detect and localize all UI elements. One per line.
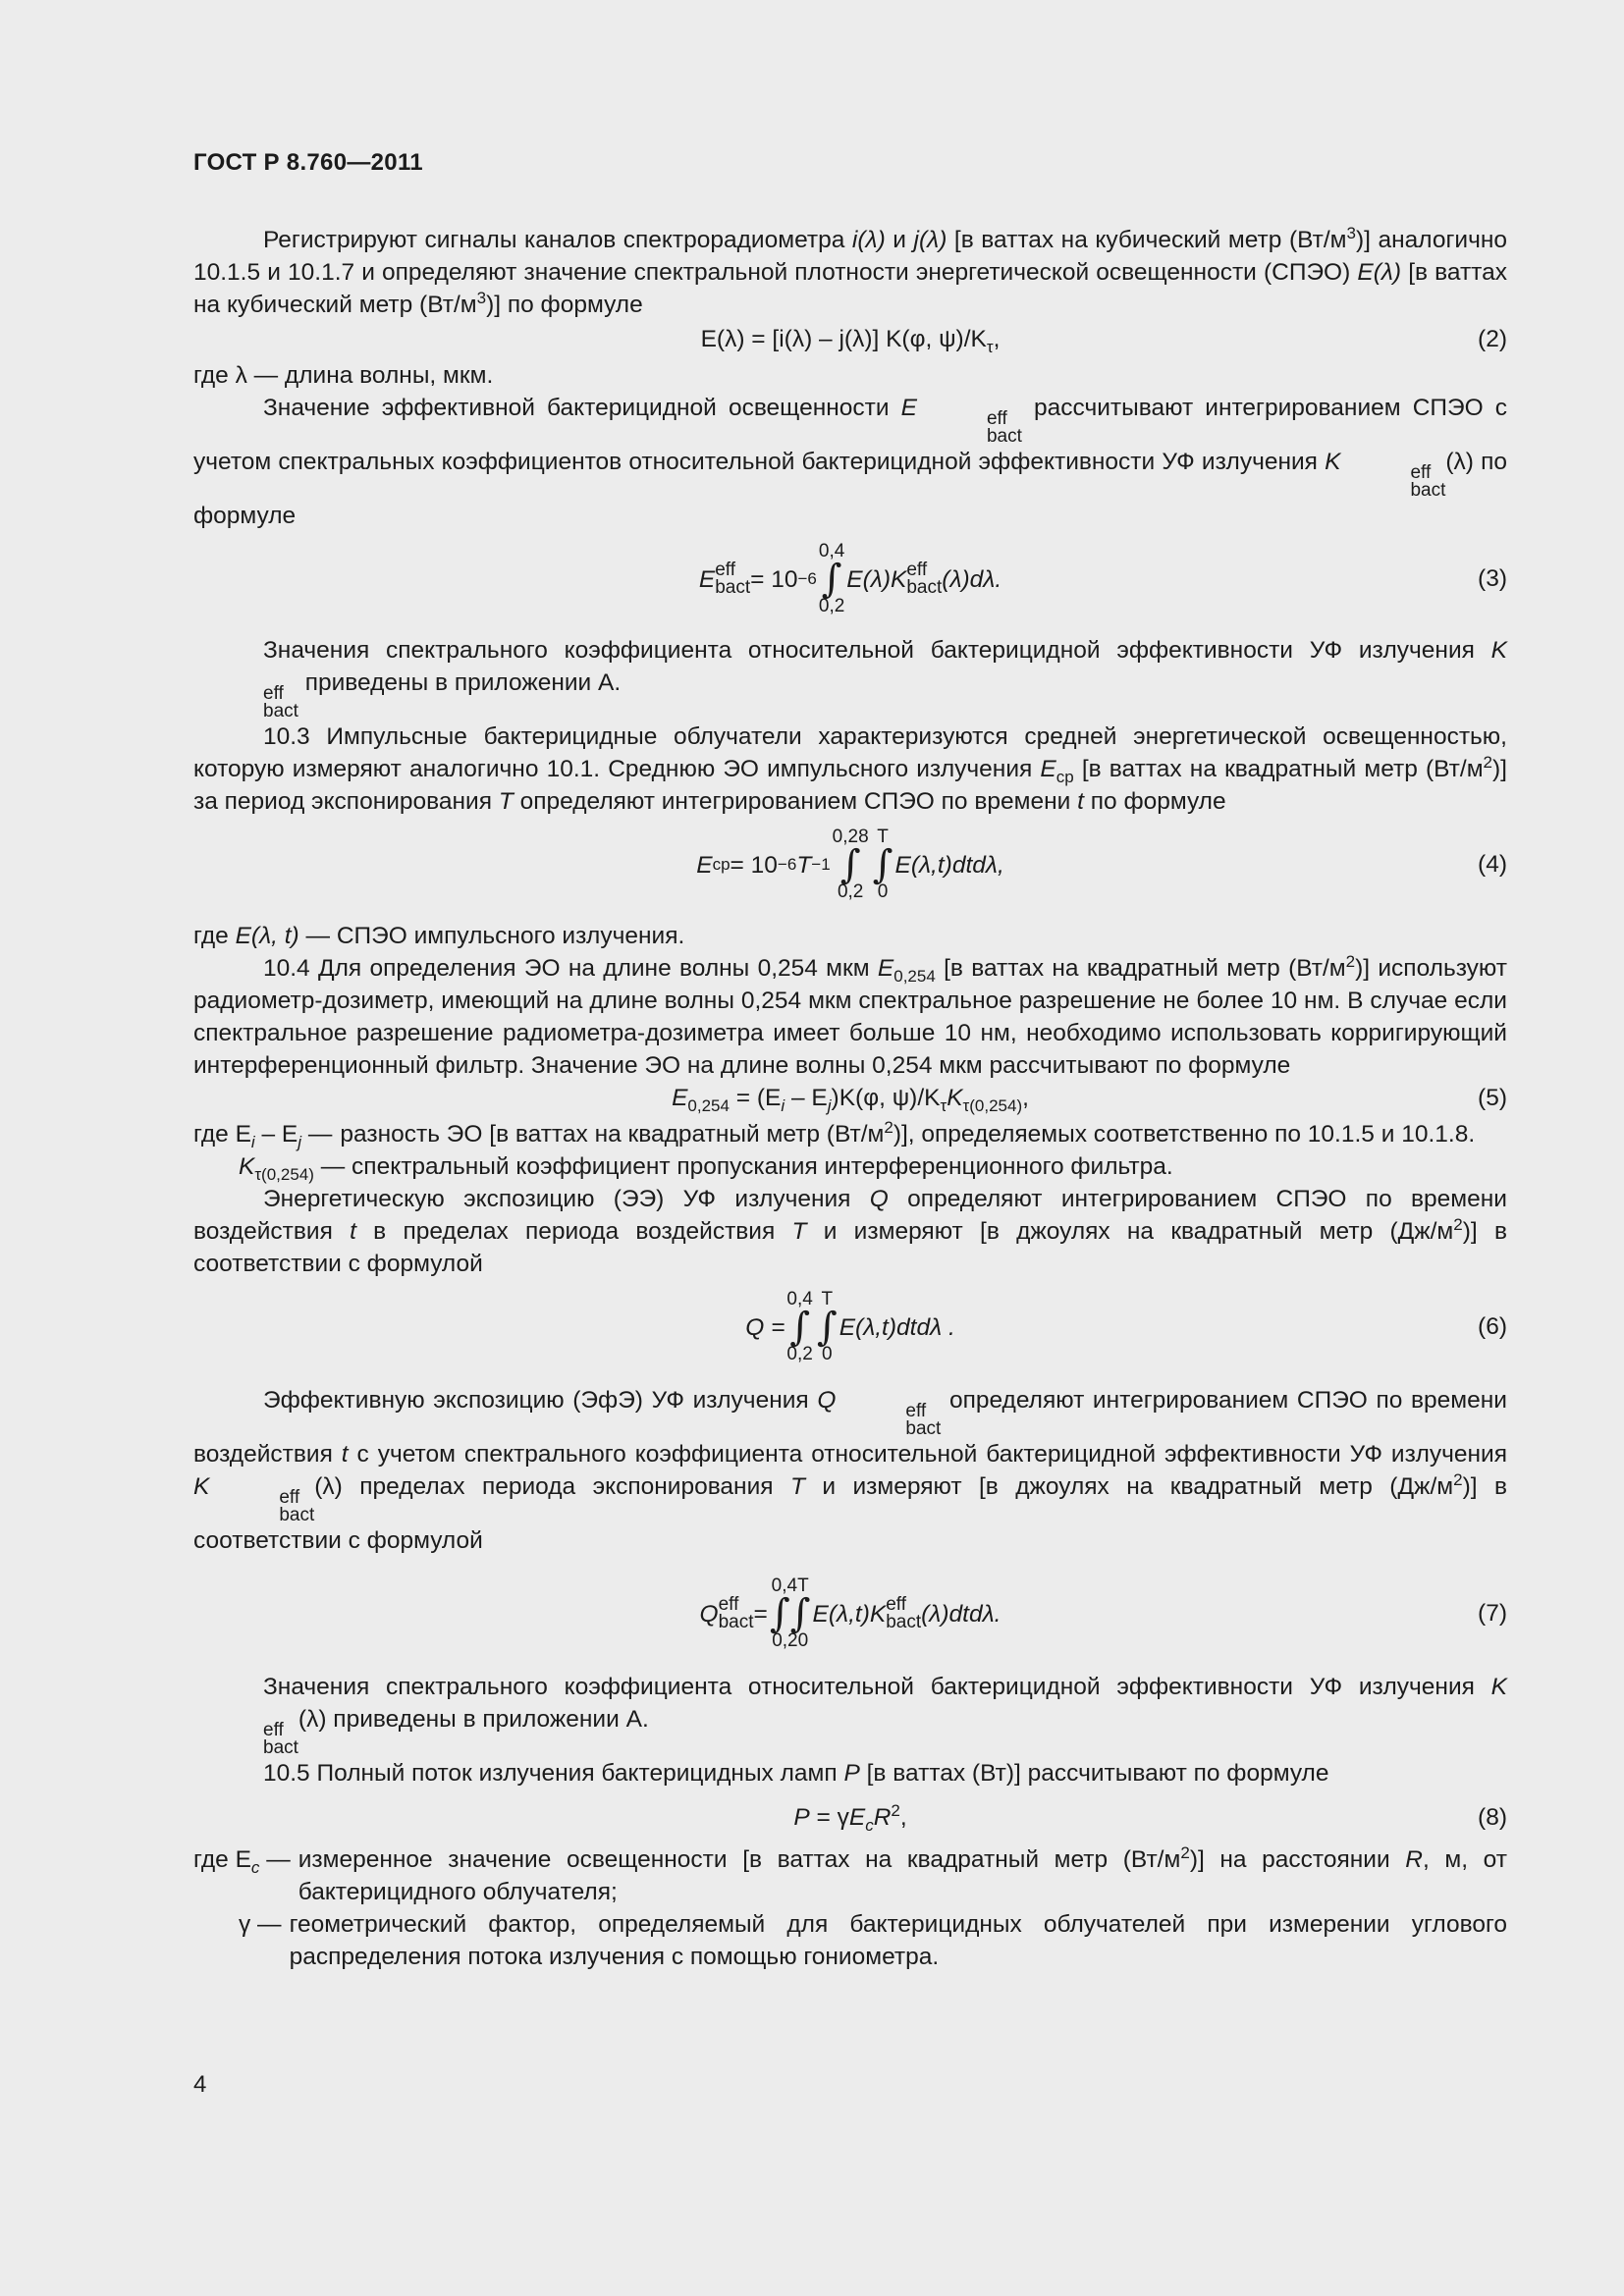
integral-sign: 0,4 ∫ 0,2 — [786, 1289, 813, 1364]
formula-4: E ср = 10 −6 T −1 0,28 ∫ 0,2 T ∫ 0 E(λ,t)dtdλ, (4) — [696, 827, 1507, 902]
paragraph-coefficient-values: Значения спектрального коэффициента относительной бактерицидной эффективности УФ излучения K eff bact приведены в приложении А. — [263, 637, 1507, 721]
formula-number: (6) — [1478, 1313, 1507, 1340]
formula-5: $E_{0,254} = (E_i - E_j)K(\varphi$, $\psi)/K_\tau K_{\tau(0,254)}$, (5) — [193, 1082, 1507, 1114]
formula-8: $P = \gamma E_cR^2$, (8) — [793, 1800, 1507, 1835]
paragraph-10-4: 10.4 Для определения ЭО на длине волны 0,254 мкм $E_{0,254}$ [в ваттах на квадратный метр $(Вт/м^2)$] используют радиометр-дозиметр, имеющий на длине волны 0,254 мкм спектральное разрешение не более 10 нм. В случае если спектральное разрешение радиометра-дозиметра имеет больше 10 нм, необходимо использовать корригирующий интерференционный фильтр. Значение ЭО на длине волны 0,254 мкм рассчитывают по формуле — [193, 951, 1507, 1079]
formula-number: (4) — [1478, 851, 1507, 878]
formula-3: E eff bact = 10 −6 0,4 ∫ 0,2 E(λ) K eff bact (λ)dλ. (3) — [698, 541, 1507, 616]
document-header: ГОСТ Р 8.760—2011 — [193, 149, 423, 176]
paragraph-10-3: 10.3 Импульсные бактерицидные облучатели характеризуются средней энергетической освещенностью, которую измеряют аналогично 10.1. Среднюю ЭО импульсного излучения $E_{ср}$ [в ваттах на квадратный метр $(Вт/м^2)$] за период экспонирования T определяют интегрированием СПЭО по времени t по формуле — [193, 723, 1507, 815]
document-body — [193, 224, 1507, 1973]
paragraph-effective-exposure: Эффективную экспозицию (ЭфЭ) УФ излучения Q eff bact определяют интегрированием СПЭО по времени воздействия t с учетом спектрального коэффициента относительной бактерицидной эффективности УФ излучения K eff bact (λ) пределах периода экспонирования T и измеряют [в джоулях на квадратный метр $(Дж/м^2)$] в соответствии с формулой — [193, 1387, 1507, 1554]
integral-sign: 0,4 ∫ 0,2 — [818, 541, 845, 616]
formula-number: (3) — [1478, 565, 1507, 592]
where-filter: $K_{\tau(0,254)}$ — спектральный коэффициент пропускания интерференционного фильтра. — [239, 1153, 1173, 1184]
paragraph-energy-exposure: Энергетическую экспозицию (ЭЭ) УФ излучения Q определяют интегрированием СПЭО по времени воздействия t в пределах периода воздействия T и измеряют [в джоулях на квадратный метр $(Дж/м^2)$] в соответствии с формулой — [193, 1186, 1507, 1277]
integral-sign: 0,4T ∫∫ 0,20 — [769, 1575, 811, 1651]
formula-6: Q = 0,4 ∫ 0,2 T ∫ 0 E(λ,t)dtdλ . (6) — [745, 1289, 1507, 1364]
integral-sign: 0,28 ∫ 0,2 — [832, 827, 869, 902]
paragraph-effective-irradiance: Значение эффективной бактерицидной освещенности E eff bact рассчитывают интегрированием СПЭО с учетом спектральных коэффициентов относительной бактерицидной эффективности УФ излучения K eff bact (λ) по формуле — [193, 395, 1508, 529]
paragraph-10-5: 10.5 Полный поток излучения бактерицидных ламп P [в ваттах (Вт)] рассчитывают по формуле — [263, 1760, 1329, 1787]
formula-number: (5) — [1478, 1085, 1507, 1111]
formula-7: Q eff bact = 0,4T ∫∫ 0,20 E(λ,t) K eff bact (λ)dtdλ. (7) — [699, 1575, 1507, 1651]
where-measured-irradiance: где $E_c$ — измеренное значение освещенности [в ваттах на квадратный метр $(Вт/м^2)$] на расстоянии R, м, от бактерицидного облучателя; — [193, 1842, 1507, 1905]
integral-sign: T ∫ 0 — [816, 1289, 838, 1364]
where-difference: где $E_i - E_j$ — разность ЭО [в ваттах на квадратный метр $(Вт/м^2)$], определяемых соответственно по 10.1.5 и 10.1.8. — [193, 1117, 1476, 1151]
paragraph-coefficient-values-2: Значения спектрального коэффициента относительной бактерицидной эффективности УФ излучения K eff bact (λ) приведены в приложении А. — [263, 1674, 1507, 1758]
paragraph-registration: Регистрируют сигналы каналов спектрорадиометра i(λ) и j(λ) [в ваттах на кубический метр $(Вт/м^3)$] аналогично 10.1.5 и 10.1.7 и определяют значение спектральной плотности энергетической освещенности (СПЭО) E(λ) [в ваттах на кубический метр $(Вт/м^3)$] по формуле — [193, 223, 1507, 318]
where-geometric-factor: γ — геометрический фактор, определяемый для бактерицидных облучателей при измерении углового распределения потока излучения с помощью гониометра. — [239, 1911, 1507, 1970]
formula-number: (8) — [1478, 1804, 1507, 1831]
formula-number: (2) — [1478, 326, 1507, 352]
formula-2: E(λ) = [i(λ) – j(λ)] K(φ, $\psi)/K_\tau$, (2) — [193, 323, 1507, 355]
page-number: 4 — [193, 2071, 207, 2098]
where-spectral-density: где E(λ, t) — СПЭО импульсного излучения. — [193, 923, 685, 949]
where-lambda: где λ — длина волны, мкм. — [193, 362, 494, 389]
integral-sign: T ∫ 0 — [872, 827, 893, 902]
formula-number: (7) — [1478, 1600, 1507, 1627]
